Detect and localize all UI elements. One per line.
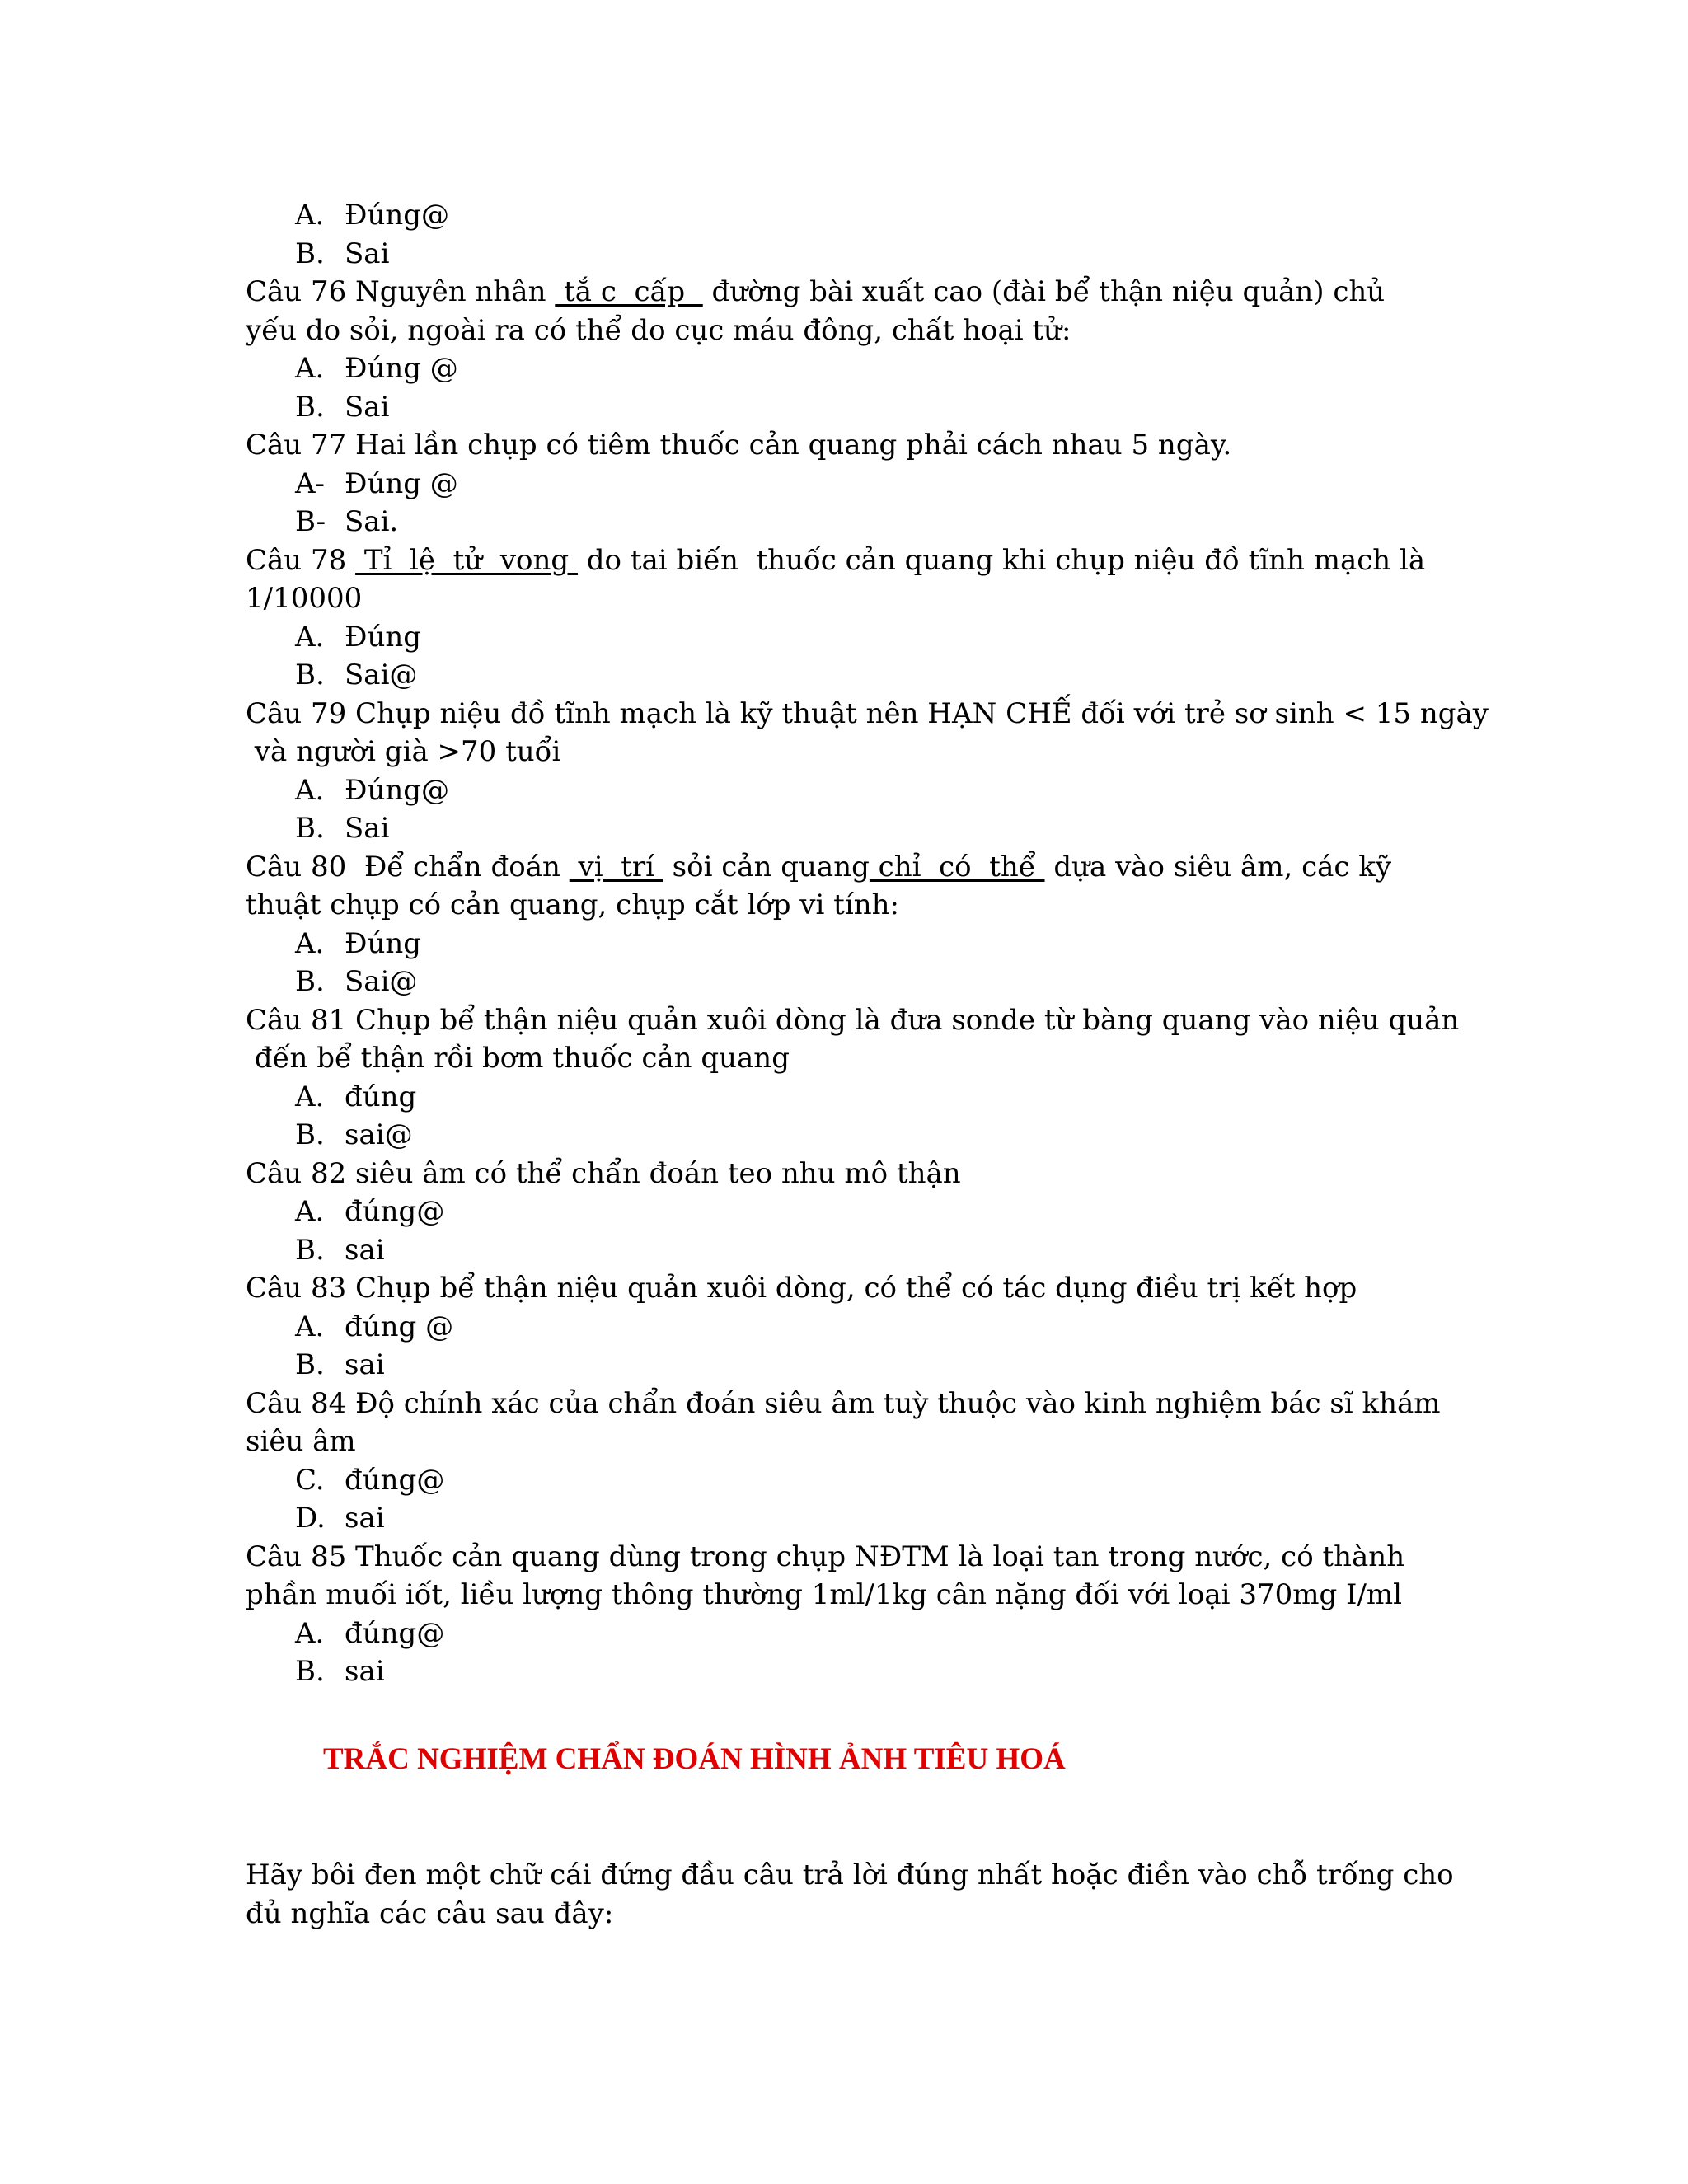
- question-85: Câu 85 Thuốc cản quang dùng trong chụp NĐTM là loại tan trong nước, có thành: [246, 1540, 1405, 1573]
- underlined-term: chỉ có thể: [869, 850, 1045, 883]
- option-a: A. đúng: [295, 1080, 417, 1113]
- underlined-term: tắ c cấp: [555, 275, 703, 308]
- option-a: A. Đúng: [295, 926, 422, 960]
- question-82: Câu 82 siêu âm có thể chẩn đoán teo nhu mô thận: [246, 1156, 961, 1190]
- option-a: A. đúng@: [295, 1616, 445, 1650]
- option-c: C. đúng@: [295, 1463, 445, 1497]
- option-a: A. đúng @: [295, 1310, 454, 1343]
- option-b: B. sai: [295, 1233, 385, 1267]
- question-77: Câu 77 Hai lần chụp có tiêm thuốc cản quang phải cách nhau 5 ngày.: [246, 429, 1232, 462]
- question-list: [246, 196, 1489, 1691]
- question-79: Câu 79 Chụp niệu đồ tĩnh mạch là kỹ thuật nên HẠN CHẾ đối với trẻ sơ sinh < 15 ngày: [246, 696, 1489, 730]
- question-76: Câu 76 Nguyên nhân tắ c cấp đường bài xuất cao (đài bể thận niệu quản) chủ: [246, 275, 1386, 308]
- option-b: B. Sai@: [295, 658, 418, 691]
- option-b: B. sai@: [295, 1118, 413, 1151]
- question-79-line2: và người già >70 tuổi: [246, 735, 561, 768]
- underlined-term: Tỉ lệ tử vong: [355, 543, 578, 577]
- option-b: B. sai: [295, 1348, 385, 1381]
- question-80: Câu 80 Để chẩn đoán vị trí sỏi cản quang chỉ có thể dựa vào siêu âm, các kỹ: [246, 850, 1392, 883]
- question-78-line2: 1/10000: [246, 582, 363, 615]
- section-heading: TRẮC NGHIỆM CHẨN ĐOÁN HÌNH ẢNH TIÊU HOÁ: [323, 1742, 1066, 1776]
- option-b: B. Sai: [295, 390, 390, 424]
- option-a: A. đúng@: [295, 1195, 445, 1228]
- question-83: Câu 83 Chụp bể thận niệu quản xuôi dòng, có thể có tác dụng điều trị kết hợp: [246, 1272, 1357, 1305]
- instructions-line1: Hãy bôi đen một chữ cái đứng đầu câu trả lời đúng nhất hoặc điền vào chỗ trống cho: [246, 1858, 1454, 1891]
- instructions-line2: đủ nghĩa các câu sau đây:: [246, 1896, 614, 1930]
- question-81-line2: đến bể thận rồi bơm thuốc cản quang: [246, 1042, 790, 1075]
- question-80-line2: thuật chụp có cản quang, chụp cắt lớp vi tính:: [246, 888, 899, 921]
- option-b: B. sai: [295, 1655, 385, 1688]
- question-76-line2: yếu do sỏi, ngoài ra có thể do cục máu đông, chất hoại tử:: [246, 313, 1071, 347]
- instructions: [246, 1856, 1482, 1933]
- option-a: A. Đúng: [295, 620, 422, 654]
- question-84-line2: siêu âm: [246, 1425, 356, 1458]
- option-b: B. Sai@: [295, 965, 418, 998]
- option-a: A. Đúng@: [295, 773, 450, 807]
- option-b: B- Sai.: [295, 505, 399, 538]
- option-a: A. Đúng@: [295, 199, 450, 232]
- question-84: Câu 84 Độ chính xác của chẩn đoán siêu âm tuỳ thuộc vào kinh nghiệm bác sĩ khám: [246, 1386, 1441, 1420]
- option-b: B. Sai: [295, 812, 390, 845]
- option-d: D. sai: [295, 1502, 385, 1535]
- option-a: A. Đúng @: [295, 352, 458, 385]
- underlined-term: vị trí: [569, 850, 663, 883]
- question-81: Câu 81 Chụp bể thận niệu quản xuôi dòng là đưa sonde từ bàng quang vào niệu quản: [246, 1003, 1460, 1037]
- option-b: B. Sai: [295, 237, 390, 270]
- option-a: A- Đúng @: [295, 466, 458, 500]
- question-78: Câu 78 Tỉ lệ tử vong do tai biến thuốc cản quang khi chụp niệu đồ tĩnh mạch là: [246, 543, 1426, 577]
- question-85-line2: phần muối iốt, liều lượng thông thường 1ml/1kg cân nặng đối với loại 370mg I/ml: [246, 1578, 1403, 1611]
